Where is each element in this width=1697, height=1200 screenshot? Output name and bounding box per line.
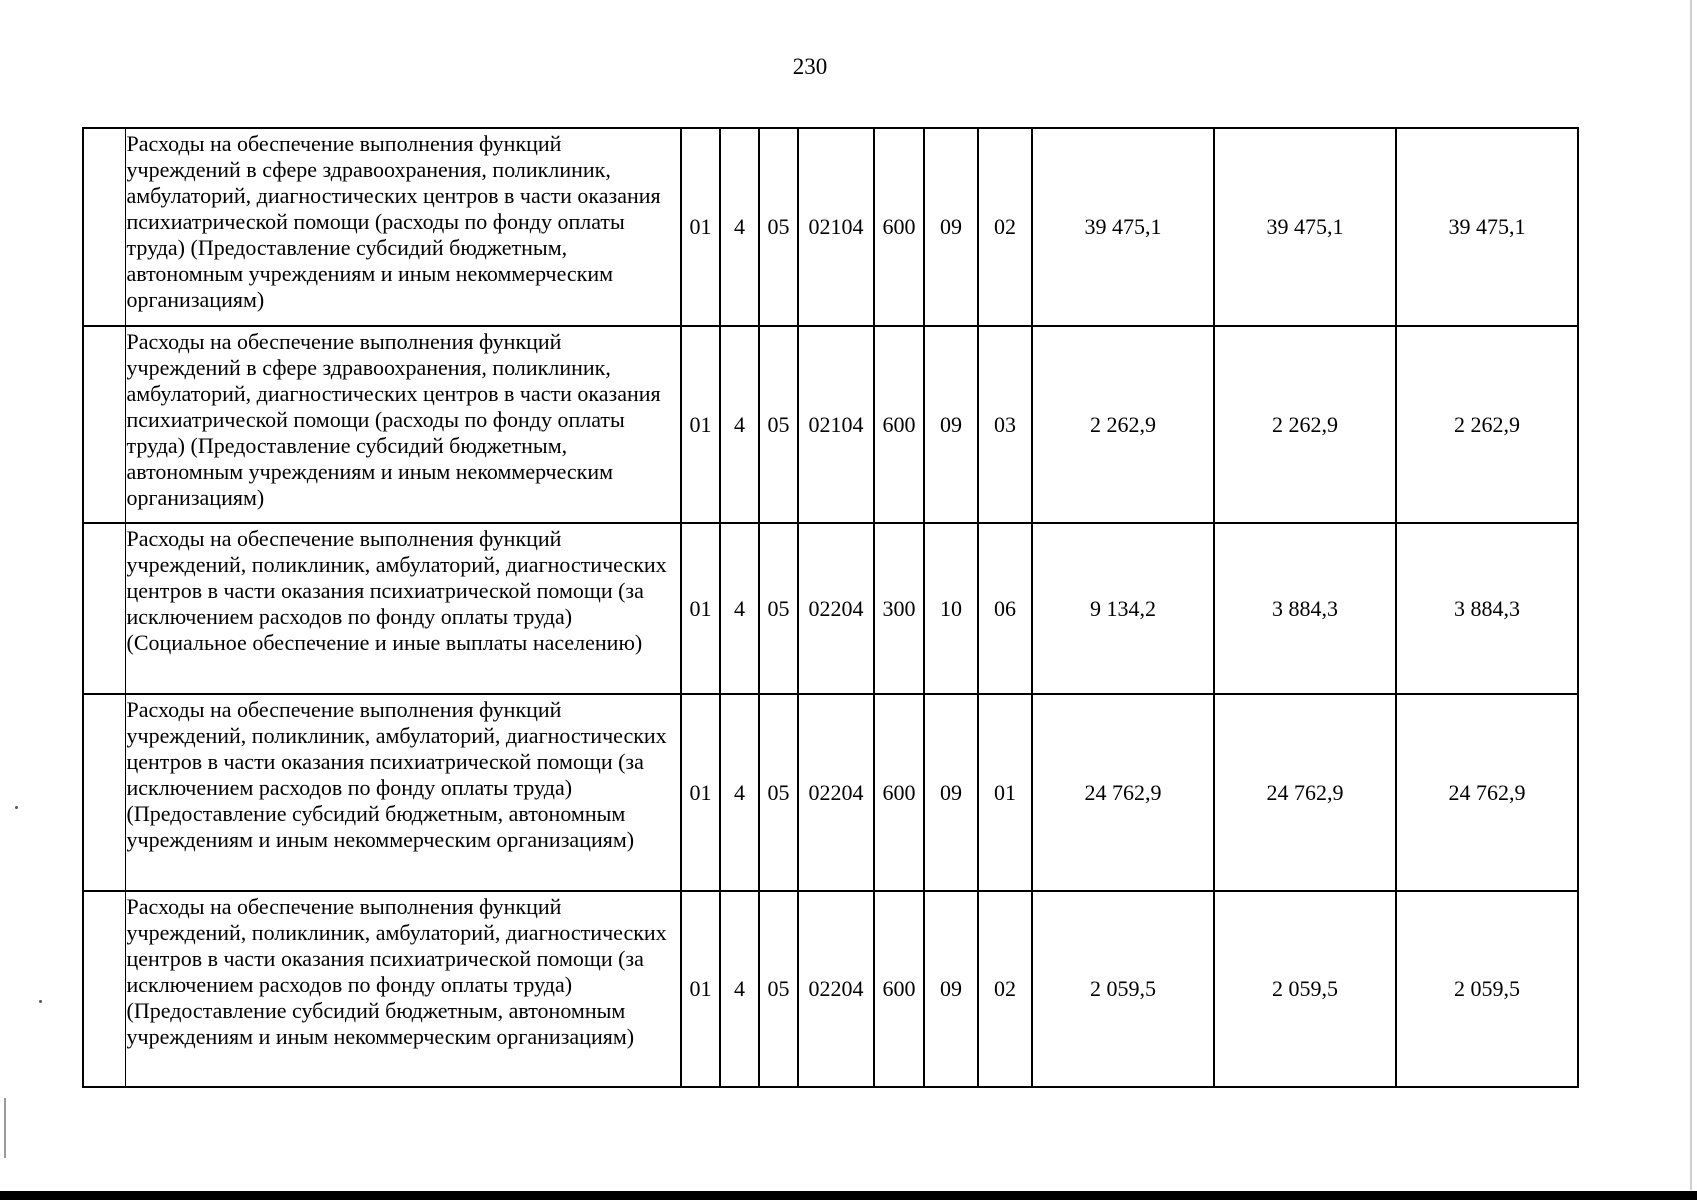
code-cell: 09	[924, 326, 978, 523]
row-lead-cell	[83, 523, 125, 694]
code-cell: 4	[720, 891, 759, 1087]
code-cell: 09	[924, 694, 978, 891]
row-lead-cell	[83, 694, 125, 891]
code-cell: 02104	[798, 326, 874, 523]
budget-table	[82, 127, 1579, 1088]
code-cell: 4	[720, 694, 759, 891]
table-row	[83, 694, 1578, 891]
code-cell: 02	[978, 128, 1032, 326]
code-cell: 4	[720, 523, 759, 694]
code-cell: 01	[978, 694, 1032, 891]
code-cell: 09	[924, 891, 978, 1087]
amount-cell: 3 884,3	[1214, 523, 1396, 694]
amount-cell: 39 475,1	[1396, 128, 1578, 326]
amount-cell: 24 762,9	[1214, 694, 1396, 891]
code-cell: 05	[759, 891, 798, 1087]
code-cell: 06	[978, 523, 1032, 694]
code-cell: 02204	[798, 891, 874, 1087]
table-row	[83, 128, 1578, 326]
table-row	[83, 326, 1578, 523]
row-description: Расходы на обеспечение выполнения функций учреждений, поликлиник, амбулаторий, диагностических центров в части оказания психиатрической помощи (за исключением расходов по фонду оплаты труда) (Социальное обеспечение и иные выплаты населению)	[125, 523, 681, 694]
amount-cell: 3 884,3	[1396, 523, 1578, 694]
code-cell: 02104	[798, 128, 874, 326]
code-cell: 01	[681, 128, 720, 326]
amount-cell: 24 762,9	[1396, 694, 1578, 891]
row-lead-cell	[83, 128, 125, 326]
code-cell: 02204	[798, 523, 874, 694]
row-description: Расходы на обеспечение выполнения функций учреждений, поликлиник, амбулаторий, диагностических центров в части оказания психиатрической помощи (за исключением расходов по фонду оплаты труда) (Предоставление субсидий бюджетным, автономным учреждениям и иным некоммерческим организациям)	[125, 694, 681, 891]
code-cell: 01	[681, 694, 720, 891]
scan-bottom-bar	[0, 1191, 1697, 1200]
code-cell: 09	[924, 128, 978, 326]
table-row	[83, 523, 1578, 694]
code-cell: 600	[874, 891, 924, 1087]
scan-right-edge	[1690, 0, 1692, 1190]
row-lead-cell	[83, 326, 125, 523]
code-cell: 4	[720, 128, 759, 326]
amount-cell: 39 475,1	[1032, 128, 1214, 326]
code-cell: 05	[759, 523, 798, 694]
code-cell: 01	[681, 523, 720, 694]
code-cell: 600	[874, 128, 924, 326]
amount-cell: 2 059,5	[1396, 891, 1578, 1087]
code-cell: 300	[874, 523, 924, 694]
code-cell: 02	[978, 891, 1032, 1087]
scan-speck	[39, 1000, 42, 1003]
amount-cell: 9 134,2	[1032, 523, 1214, 694]
table-row	[83, 891, 1578, 1087]
amount-cell: 2 262,9	[1214, 326, 1396, 523]
row-description: Расходы на обеспечение выполнения функций учреждений в сфере здравоохранения, поликлиник, амбулаторий, диагностических центров в части оказания психиатрической помощи (расходы по фонду оплаты труда) (Предоставление субсидий бюджетным, автономным учреждениям и иным некоммерческим организациям)	[125, 326, 681, 523]
amount-cell: 2 059,5	[1032, 891, 1214, 1087]
row-description: Расходы на обеспечение выполнения функций учреждений, поликлиник, амбулаторий, диагностических центров в части оказания психиатрической помощи (за исключением расходов по фонду оплаты труда) (Предоставление субсидий бюджетным, автономным учреждениям и иным некоммерческим организациям)	[125, 891, 681, 1087]
code-cell: 05	[759, 128, 798, 326]
scan-margin-line	[4, 1098, 6, 1158]
row-description: Расходы на обеспечение выполнения функций учреждений в сфере здравоохранения, поликлиник, амбулаторий, диагностических центров в части оказания психиатрической помощи (расходы по фонду оплаты труда) (Предоставление субсидий бюджетным, автономным учреждениям и иным некоммерческим организациям)	[125, 128, 681, 326]
amount-cell: 39 475,1	[1214, 128, 1396, 326]
code-cell: 01	[681, 891, 720, 1087]
code-cell: 02204	[798, 694, 874, 891]
amount-cell: 24 762,9	[1032, 694, 1214, 891]
code-cell: 4	[720, 326, 759, 523]
code-cell: 03	[978, 326, 1032, 523]
code-cell: 01	[681, 326, 720, 523]
code-cell: 10	[924, 523, 978, 694]
code-cell: 600	[874, 326, 924, 523]
scan-speck	[15, 806, 18, 809]
code-cell: 600	[874, 694, 924, 891]
code-cell: 05	[759, 326, 798, 523]
amount-cell: 2 262,9	[1396, 326, 1578, 523]
amount-cell: 2 059,5	[1214, 891, 1396, 1087]
code-cell: 05	[759, 694, 798, 891]
row-lead-cell	[83, 891, 125, 1087]
amount-cell: 2 262,9	[1032, 326, 1214, 523]
page-number: 230	[792, 54, 828, 79]
